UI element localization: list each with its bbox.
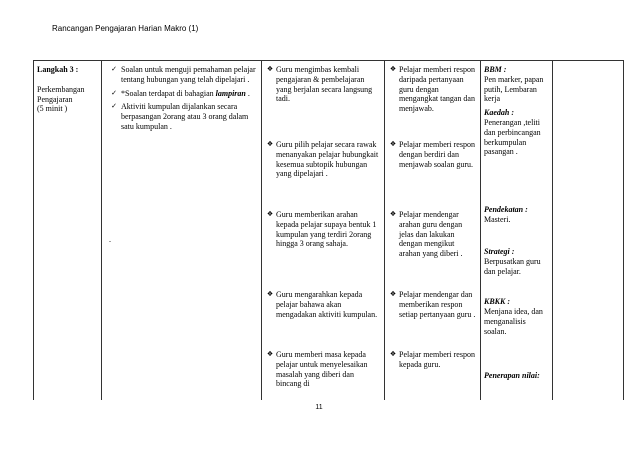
teacher-item <box>265 210 381 249</box>
strategi-text: Berpusatkan guru dan pelajar. <box>484 257 541 276</box>
bbm-title: BBM : <box>484 65 507 74</box>
student-item <box>388 210 477 259</box>
student-item-text: Pelajar memberi respon daripada pertanyaan guru dengan mengangkat tangan dan menjawab. <box>399 65 475 114</box>
kbkk-text: Menjana idea, dan menganalisis soalan. <box>484 307 543 336</box>
diamond-bullet-icon: ❖ <box>389 350 397 358</box>
diamond-bullet-icon: ❖ <box>266 290 274 298</box>
step-duration: (5 minit ) <box>37 104 68 114</box>
diamond-bullet-icon: ❖ <box>389 140 397 148</box>
student-activity-cell <box>385 61 481 401</box>
step-title: Langkah 3 : <box>37 65 79 74</box>
page-number: 11 <box>315 404 323 411</box>
kbkk-title: KBKK : <box>484 297 511 306</box>
diamond-bullet-icon: ❖ <box>266 140 274 148</box>
check-icon: ✓ <box>111 88 117 97</box>
student-item-text: Pelajar memberi respon kepada guru. <box>399 350 475 369</box>
diamond-bullet-icon: ❖ <box>266 350 274 358</box>
student-item <box>388 350 477 370</box>
kaedah-title: Kaedah : <box>484 108 514 118</box>
teacher-item <box>265 65 381 104</box>
content-item-text: Aktiviti kumpulan dijalankan secara berpasangan 2orang atau 3 orang dalam satu kumpulan . <box>121 102 249 131</box>
step-cell <box>34 61 102 401</box>
kaedah-text: Penerangan ,teliti dan perbincangan berkumpulan pasangan . <box>484 117 541 157</box>
content-cell <box>102 61 262 401</box>
step-name: Perkembangan Pengajaran <box>37 84 85 104</box>
content-item-emphasis: lampiran <box>215 88 246 98</box>
student-item-text: Pelajar mendengar dan memberikan respon setiap pertanyaan guru . <box>399 290 476 319</box>
student-item <box>388 290 477 319</box>
strategi-title: Strategi : <box>484 247 515 256</box>
content-item-suffix: . <box>245 88 250 98</box>
table-row <box>34 61 624 401</box>
check-icon: ✓ <box>111 102 117 111</box>
teacher-activity-cell <box>262 61 385 401</box>
diamond-bullet-icon: ❖ <box>389 65 397 73</box>
bbm-text: Pen marker, papan putih, Lembaran kerja <box>484 74 544 104</box>
check-icon: ✓ <box>111 65 117 73</box>
teacher-item-text: Guru mengimbas kembali pengajaran & pembelajaran yang berjalan secara langsung tadi. <box>276 65 373 104</box>
pendekatan-title: Pendekatan : <box>484 205 528 214</box>
teacher-item <box>265 140 381 179</box>
content-dot: . <box>109 235 111 244</box>
teacher-item-text: Guru memberi masa kepada pelajar untuk menyelesaikan masalah yang diberi dan bincang di <box>276 350 368 389</box>
student-item-text: Pelajar mendengar arahan guru dengan jelas dan lakukan dengan mengikut arahan yang diberi . <box>399 210 463 259</box>
diamond-bullet-icon: ❖ <box>266 65 274 73</box>
diamond-bullet-icon: ❖ <box>389 210 397 218</box>
student-item-text: Pelajar memberi respon dengan berdiri dan menjawab soalan guru. <box>399 140 475 169</box>
penerapan-title: Penerapan nilai: <box>484 371 540 380</box>
content-item <box>105 102 258 131</box>
teacher-item-text: Guru mengarahkan kepada pelajar bahawa akan mengadakan aktiviti kumpulan. <box>276 290 378 319</box>
content-item-prefix: *Soalan terdapat di bahagian <box>121 88 216 98</box>
teacher-item-text: Guru pilih pelajar secara rawak menanyakan pelajar hubungkait kesemua subtopik hubungan yang dipelajari . <box>276 140 379 179</box>
teacher-item <box>265 350 381 389</box>
diamond-bullet-icon: ❖ <box>389 290 397 298</box>
content-item <box>105 89 258 99</box>
student-item <box>388 65 477 114</box>
remarks-cell <box>553 61 624 401</box>
page-header: Rancangan Pengajaran Harian Makro (1) <box>52 24 199 33</box>
teacher-item <box>265 290 381 319</box>
diamond-bullet-icon: ❖ <box>266 210 274 218</box>
content-item <box>105 65 258 85</box>
content-item-text: Soalan untuk menguji pemahaman pelajar tentang hubungan yang telah dipelajari . <box>121 65 256 84</box>
student-item <box>388 140 477 169</box>
lesson-plan-table <box>33 60 624 400</box>
pendekatan-text: Masteri. <box>484 215 511 224</box>
teacher-item-text: Guru memberikan arahan kepada pelajar supaya bentuk 1 kumpulan yang terdiri 2orang hingga 3 orang sahaja. <box>276 210 377 249</box>
notes-cell <box>481 61 553 401</box>
